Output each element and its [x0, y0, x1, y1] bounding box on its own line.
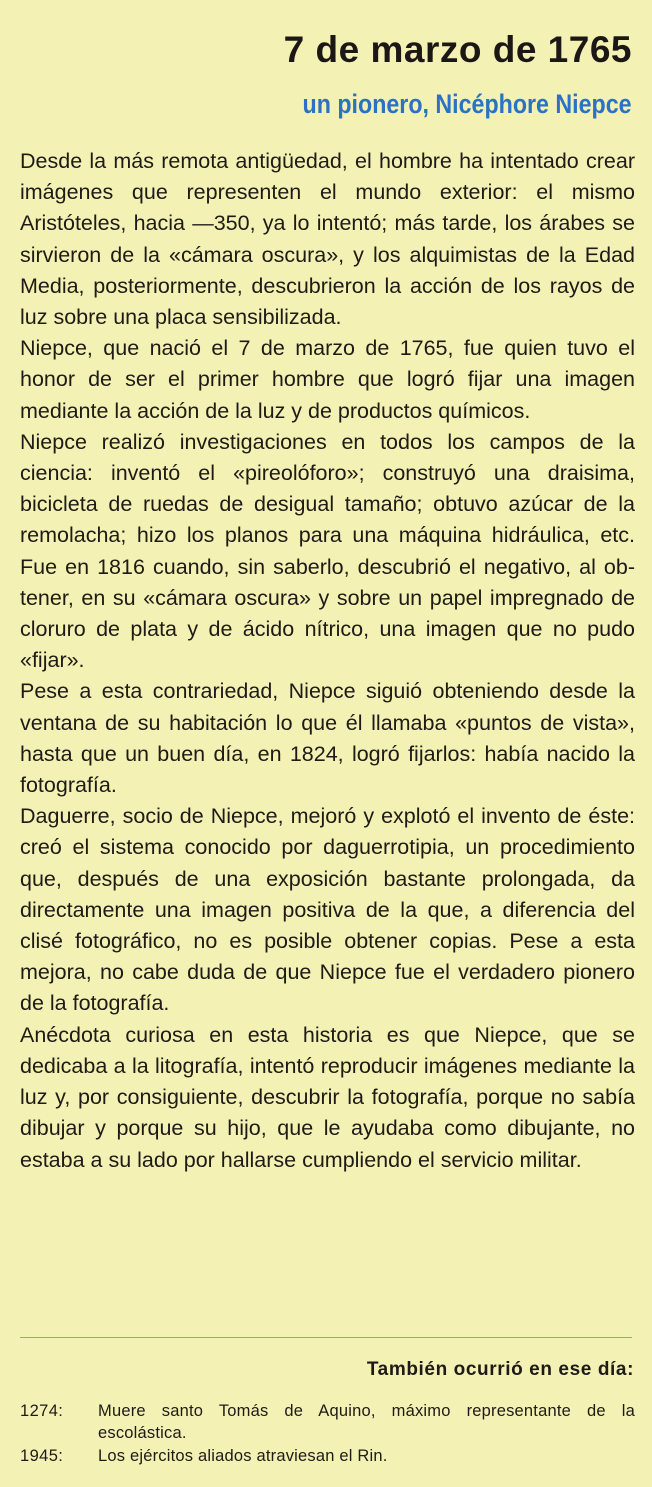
event-text: Muere santo Tomás de Aquino, máximo representante de la escolástica. [98, 1402, 635, 1442]
event-item [20, 1445, 635, 1467]
paragraph-6: Anécdota curiosa en esta historia es que Niepce, que se dedicaba a la litografía, intentó reproducir imágenes mediante la luz y, por consiguiente, descubrir la fotografía, porque no sabía dibujar y porque su hijo, que le ayudaba como dibujante, no estaba a su lado por hallarse cumpliendo el servicio militar. [20, 1022, 635, 1172]
paragraph-3: Niepce realizó investigaciones en todos los campos de la ciencia: inventó el «pireolóforo»; construyó una draisima, bicicleta de ruedas de desigual tamaño; obtuvo azúcar de la remolacha; hizo los planos para una máquina hidráulica, etc. Fue en 1816 cuando, sin saberlo, descubrió el negativo, al obtener, en su «cámara oscura» y sobre un papel impregnado de cloruro de plata y de ácido nítrico, una imagen que no pudo «fijar». [20, 429, 635, 673]
page-title: 7 de marzo de 1765 [283, 29, 632, 70]
event-year: 1945: [20, 1447, 64, 1465]
section-divider [20, 1337, 632, 1338]
paragraph-5: Daguerre, socio de Niepce, mejoró y explotó el invento de éste: creó el sistema conocido por daguerrotipia, un procedimiento que, después de una exposición bastante prolongada, da directamente una imagen positiva de la que, a diferencia del clisé fotográfico, no es posible obtener copias. Pese a esta mejora, no cabe duda de que Niepce fue el verdadero pionero de la fotografía. [20, 804, 635, 1016]
event-year: 1274: [20, 1402, 64, 1420]
event-text: Los ejércitos aliados atraviesan el Rin. [98, 1447, 388, 1465]
paragraph-4: Pese a esta contrariedad, Niepce siguió obteniendo desde la ventana de su habitación lo que él llamaba «puntos de vista», hasta que un buen día, en 1824, logró fijarlos: había nacido la fotografía. [20, 679, 635, 798]
event-item [20, 1400, 635, 1444]
article-body [20, 146, 635, 1176]
paragraph-2: Niepce, que nació el 7 de marzo de 1765, fue quien tuvo el honor de ser el primer hombre que logró fijar una imagen mediante la acción de la luz y de productos químicos. [20, 336, 635, 423]
also-happened-heading: También ocurrió en ese día: [366, 1359, 634, 1380]
events-list [20, 1400, 635, 1468]
page-subtitle: un pionero, Nicéphore Niepce [302, 89, 632, 119]
paragraph-1: Desde la más remota antigüedad, el hombre ha intentado crear imágenes que representen el mundo exterior: el mismo Aristóteles, hacia —350, ya lo intentó; más tarde, los árabes se sirvieron de la «cámara oscura», y los alquimistas de la Edad Media, posteriormente, descubrieron la acción de los rayos de luz sobre una placa sensibilizada. [20, 149, 635, 330]
